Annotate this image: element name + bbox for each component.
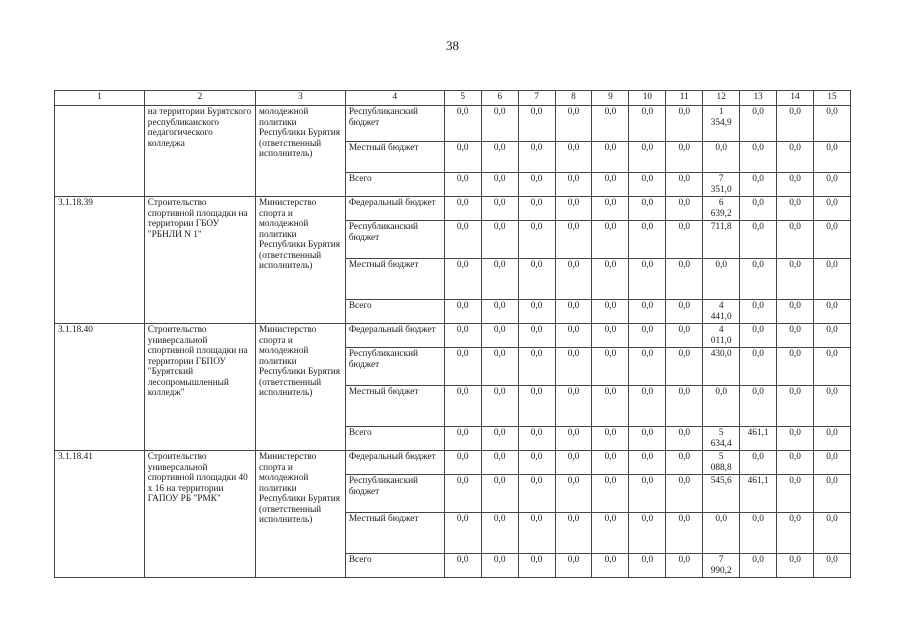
column-number-cell: 3: [256, 91, 346, 106]
value-cell: 0,0: [444, 451, 481, 475]
value-cell: 0,0: [518, 427, 555, 451]
measure-code-cell: 3.1.18.41: [55, 451, 145, 578]
value-cell: 0,0: [592, 451, 629, 475]
value-cell: 4 441,0: [703, 300, 740, 324]
value-cell: 0,0: [703, 259, 740, 300]
value-cell: 0,0: [592, 142, 629, 173]
value-cell: 0,0: [666, 475, 703, 513]
value-cell: 0,0: [481, 475, 518, 513]
value-cell: 0,0: [592, 513, 629, 554]
measure-code-cell: 3.1.18.40: [55, 324, 145, 451]
funding-source-cell: Местный бюджет: [345, 513, 444, 554]
value-cell: 545,6: [703, 475, 740, 513]
value-cell: 0,0: [777, 475, 814, 513]
value-cell: 0,0: [555, 348, 592, 386]
value-cell: 0,0: [518, 221, 555, 259]
column-number-cell: 1: [55, 91, 145, 106]
value-cell: 0,0: [555, 106, 592, 142]
column-number-cell: 4: [345, 91, 444, 106]
value-cell: 0,0: [740, 221, 777, 259]
measure-code-cell: 3.1.18.39: [55, 197, 145, 324]
funding-source-cell: Федеральный бюджет: [345, 324, 444, 348]
value-cell: 7 990,2: [703, 554, 740, 578]
value-cell: 0,0: [814, 451, 851, 475]
value-cell: 0,0: [629, 221, 666, 259]
value-cell: 6 639,2: [703, 197, 740, 221]
value-cell: 0,0: [592, 221, 629, 259]
value-cell: 0,0: [518, 386, 555, 427]
value-cell: 0,0: [555, 259, 592, 300]
value-cell: 0,0: [444, 427, 481, 451]
value-cell: 0,0: [555, 475, 592, 513]
column-number-cell: 11: [666, 91, 703, 106]
column-number-cell: 8: [555, 91, 592, 106]
column-number-cell: 6: [481, 91, 518, 106]
column-number-cell: 14: [777, 91, 814, 106]
column-number-cell: 9: [592, 91, 629, 106]
value-cell: 0,0: [481, 324, 518, 348]
value-cell: 0,0: [777, 300, 814, 324]
value-cell: 0,0: [740, 451, 777, 475]
value-cell: 0,0: [777, 513, 814, 554]
column-number-cell: 10: [629, 91, 666, 106]
value-cell: 461,1: [740, 427, 777, 451]
value-cell: 0,0: [629, 106, 666, 142]
value-cell: 0,0: [444, 300, 481, 324]
value-cell: 0,0: [629, 259, 666, 300]
value-cell: 0,0: [592, 348, 629, 386]
value-cell: 0,0: [481, 554, 518, 578]
value-cell: 0,0: [481, 348, 518, 386]
value-cell: 0,0: [814, 197, 851, 221]
value-cell: 0,0: [666, 259, 703, 300]
value-cell: 0,0: [555, 221, 592, 259]
value-cell: 0,0: [629, 475, 666, 513]
column-number-cell: 12: [703, 91, 740, 106]
value-cell: 0,0: [666, 173, 703, 197]
table-row: [55, 324, 851, 348]
value-cell: 0,0: [814, 173, 851, 197]
value-cell: 0,0: [518, 451, 555, 475]
value-cell: 0,0: [481, 221, 518, 259]
value-cell: 0,0: [518, 324, 555, 348]
value-cell: 0,0: [740, 300, 777, 324]
value-cell: 0,0: [777, 427, 814, 451]
value-cell: 0,0: [481, 197, 518, 221]
funding-source-cell: Федеральный бюджет: [345, 451, 444, 475]
executor-cell: Министерство спорта и молодежной политики Республики Бурятия (ответственный исполнитель): [256, 197, 346, 324]
value-cell: 0,0: [814, 513, 851, 554]
executor-cell: Министерство спорта и молодежной политики Республики Бурятия (ответственный исполнитель): [256, 324, 346, 451]
value-cell: 0,0: [592, 324, 629, 348]
value-cell: 0,0: [444, 324, 481, 348]
value-cell: 0,0: [703, 513, 740, 554]
value-cell: 0,0: [555, 513, 592, 554]
value-cell: 0,0: [629, 324, 666, 348]
measure-name-cell: на территории Бурятского республиканского педагогического колледжа: [144, 106, 255, 197]
value-cell: 5 634,4: [703, 427, 740, 451]
value-cell: 0,0: [518, 197, 555, 221]
value-cell: 0,0: [740, 142, 777, 173]
value-cell: 0,0: [481, 300, 518, 324]
value-cell: 0,0: [740, 348, 777, 386]
value-cell: 0,0: [444, 142, 481, 173]
value-cell: 0,0: [629, 386, 666, 427]
page-number: 38: [446, 38, 459, 53]
table-body: [55, 91, 851, 578]
column-number-cell: 7: [518, 91, 555, 106]
funding-source-cell: Всего: [345, 427, 444, 451]
value-cell: 0,0: [555, 427, 592, 451]
value-cell: 0,0: [666, 427, 703, 451]
value-cell: 0,0: [518, 554, 555, 578]
value-cell: 0,0: [740, 106, 777, 142]
value-cell: 0,0: [814, 324, 851, 348]
value-cell: 0,0: [518, 300, 555, 324]
value-cell: 0,0: [777, 554, 814, 578]
value-cell: 0,0: [740, 173, 777, 197]
funding-source-cell: Республиканский бюджет: [345, 106, 444, 142]
value-cell: 0,0: [814, 554, 851, 578]
value-cell: 0,0: [777, 348, 814, 386]
table-row: [55, 106, 851, 142]
column-number-cell: 2: [144, 91, 255, 106]
value-cell: 0,0: [703, 142, 740, 173]
value-cell: 0,0: [555, 386, 592, 427]
value-cell: 0,0: [481, 259, 518, 300]
value-cell: 0,0: [592, 259, 629, 300]
measure-name-cell: Строительство универсальной спортивной площадки на территории ГБПОУ "Бурятский лесопромышленный колледж": [144, 324, 255, 451]
value-cell: 0,0: [666, 451, 703, 475]
funding-source-cell: Республиканский бюджет: [345, 221, 444, 259]
value-cell: 0,0: [555, 324, 592, 348]
value-cell: 461,1: [740, 475, 777, 513]
value-cell: 0,0: [555, 197, 592, 221]
value-cell: 0,0: [629, 451, 666, 475]
value-cell: 0,0: [740, 554, 777, 578]
value-cell: 0,0: [703, 386, 740, 427]
value-cell: 0,0: [777, 142, 814, 173]
value-cell: 0,0: [814, 221, 851, 259]
value-cell: 0,0: [740, 259, 777, 300]
executor-cell: Министерство спорта и молодежной политики Республики Бурятия (ответственный исполнитель): [256, 451, 346, 578]
funding-source-cell: Всего: [345, 300, 444, 324]
value-cell: 0,0: [629, 300, 666, 324]
budget-table: [54, 90, 851, 578]
value-cell: 0,0: [666, 300, 703, 324]
value-cell: 0,0: [740, 197, 777, 221]
value-cell: 0,0: [629, 348, 666, 386]
value-cell: 0,0: [592, 554, 629, 578]
value-cell: 0,0: [555, 554, 592, 578]
value-cell: 0,0: [518, 513, 555, 554]
value-cell: 0,0: [444, 221, 481, 259]
value-cell: 0,0: [629, 197, 666, 221]
measure-name-cell: Строительство универсальной спортивной площадки 40 х 16 на территории ГАПОУ РБ "РМК": [144, 451, 255, 578]
value-cell: 0,0: [518, 142, 555, 173]
value-cell: 0,0: [629, 173, 666, 197]
value-cell: 0,0: [481, 386, 518, 427]
value-cell: 0,0: [444, 197, 481, 221]
value-cell: 0,0: [814, 475, 851, 513]
value-cell: 0,0: [814, 348, 851, 386]
value-cell: 0,0: [777, 259, 814, 300]
value-cell: 0,0: [666, 106, 703, 142]
value-cell: 0,0: [777, 386, 814, 427]
funding-source-cell: Республиканский бюджет: [345, 475, 444, 513]
value-cell: 0,0: [592, 173, 629, 197]
column-number-cell: 5: [444, 91, 481, 106]
value-cell: 0,0: [555, 300, 592, 324]
value-cell: 0,0: [592, 300, 629, 324]
value-cell: 0,0: [740, 324, 777, 348]
value-cell: 0,0: [444, 513, 481, 554]
value-cell: 0,0: [444, 348, 481, 386]
value-cell: 0,0: [777, 451, 814, 475]
value-cell: 5 088,8: [703, 451, 740, 475]
value-cell: 0,0: [777, 173, 814, 197]
value-cell: 0,0: [444, 554, 481, 578]
value-cell: 0,0: [629, 427, 666, 451]
value-cell: 0,0: [666, 221, 703, 259]
funding-source-cell: Республиканский бюджет: [345, 348, 444, 386]
value-cell: 0,0: [666, 197, 703, 221]
value-cell: 0,0: [666, 348, 703, 386]
funding-source-cell: Местный бюджет: [345, 259, 444, 300]
value-cell: 0,0: [444, 173, 481, 197]
table-row: [55, 451, 851, 475]
value-cell: 0,0: [666, 324, 703, 348]
funding-source-cell: Всего: [345, 173, 444, 197]
column-number-cell: 13: [740, 91, 777, 106]
funding-source-cell: Местный бюджет: [345, 386, 444, 427]
value-cell: 0,0: [444, 259, 481, 300]
funding-source-cell: Федеральный бюджет: [345, 197, 444, 221]
value-cell: 0,0: [481, 451, 518, 475]
column-number-cell: 15: [814, 91, 851, 106]
value-cell: 0,0: [740, 513, 777, 554]
value-cell: 0,0: [481, 173, 518, 197]
value-cell: 0,0: [777, 221, 814, 259]
value-cell: 0,0: [666, 142, 703, 173]
value-cell: 0,0: [814, 142, 851, 173]
executor-cell: молодежной политики Республики Бурятия (ответственный исполнитель): [256, 106, 346, 197]
value-cell: 4 011,0: [703, 324, 740, 348]
value-cell: 0,0: [666, 386, 703, 427]
value-cell: 0,0: [592, 386, 629, 427]
value-cell: 430,0: [703, 348, 740, 386]
value-cell: 0,0: [481, 427, 518, 451]
value-cell: 0,0: [777, 106, 814, 142]
measure-name-cell: Строительство спортивной площадки на территории ГБОУ "РБНЛИ N 1": [144, 197, 255, 324]
value-cell: 7 351,0: [703, 173, 740, 197]
value-cell: 0,0: [666, 513, 703, 554]
funding-source-cell: Местный бюджет: [345, 142, 444, 173]
value-cell: 0,0: [592, 106, 629, 142]
value-cell: 0,0: [629, 513, 666, 554]
column-number-row: [55, 91, 851, 106]
value-cell: 0,0: [592, 475, 629, 513]
value-cell: 1 354,9: [703, 106, 740, 142]
value-cell: 0,0: [444, 475, 481, 513]
value-cell: 0,0: [518, 173, 555, 197]
value-cell: 0,0: [814, 386, 851, 427]
funding-source-cell: Всего: [345, 554, 444, 578]
value-cell: 0,0: [481, 106, 518, 142]
value-cell: 0,0: [555, 142, 592, 173]
value-cell: 0,0: [740, 386, 777, 427]
value-cell: 0,0: [629, 554, 666, 578]
value-cell: 0,0: [481, 142, 518, 173]
value-cell: 0,0: [666, 554, 703, 578]
value-cell: 0,0: [592, 427, 629, 451]
value-cell: 0,0: [814, 427, 851, 451]
value-cell: 0,0: [518, 259, 555, 300]
value-cell: 0,0: [444, 386, 481, 427]
value-cell: 0,0: [814, 106, 851, 142]
value-cell: 0,0: [814, 300, 851, 324]
value-cell: 0,0: [777, 324, 814, 348]
value-cell: 0,0: [777, 197, 814, 221]
value-cell: 0,0: [555, 173, 592, 197]
value-cell: 0,0: [481, 513, 518, 554]
value-cell: 0,0: [629, 142, 666, 173]
value-cell: 0,0: [592, 197, 629, 221]
value-cell: 0,0: [518, 348, 555, 386]
value-cell: 0,0: [518, 475, 555, 513]
value-cell: 0,0: [444, 106, 481, 142]
measure-code-cell: [55, 106, 145, 197]
value-cell: 0,0: [555, 451, 592, 475]
value-cell: 711,8: [703, 221, 740, 259]
value-cell: 0,0: [518, 106, 555, 142]
value-cell: 0,0: [814, 259, 851, 300]
table-row: [55, 197, 851, 221]
